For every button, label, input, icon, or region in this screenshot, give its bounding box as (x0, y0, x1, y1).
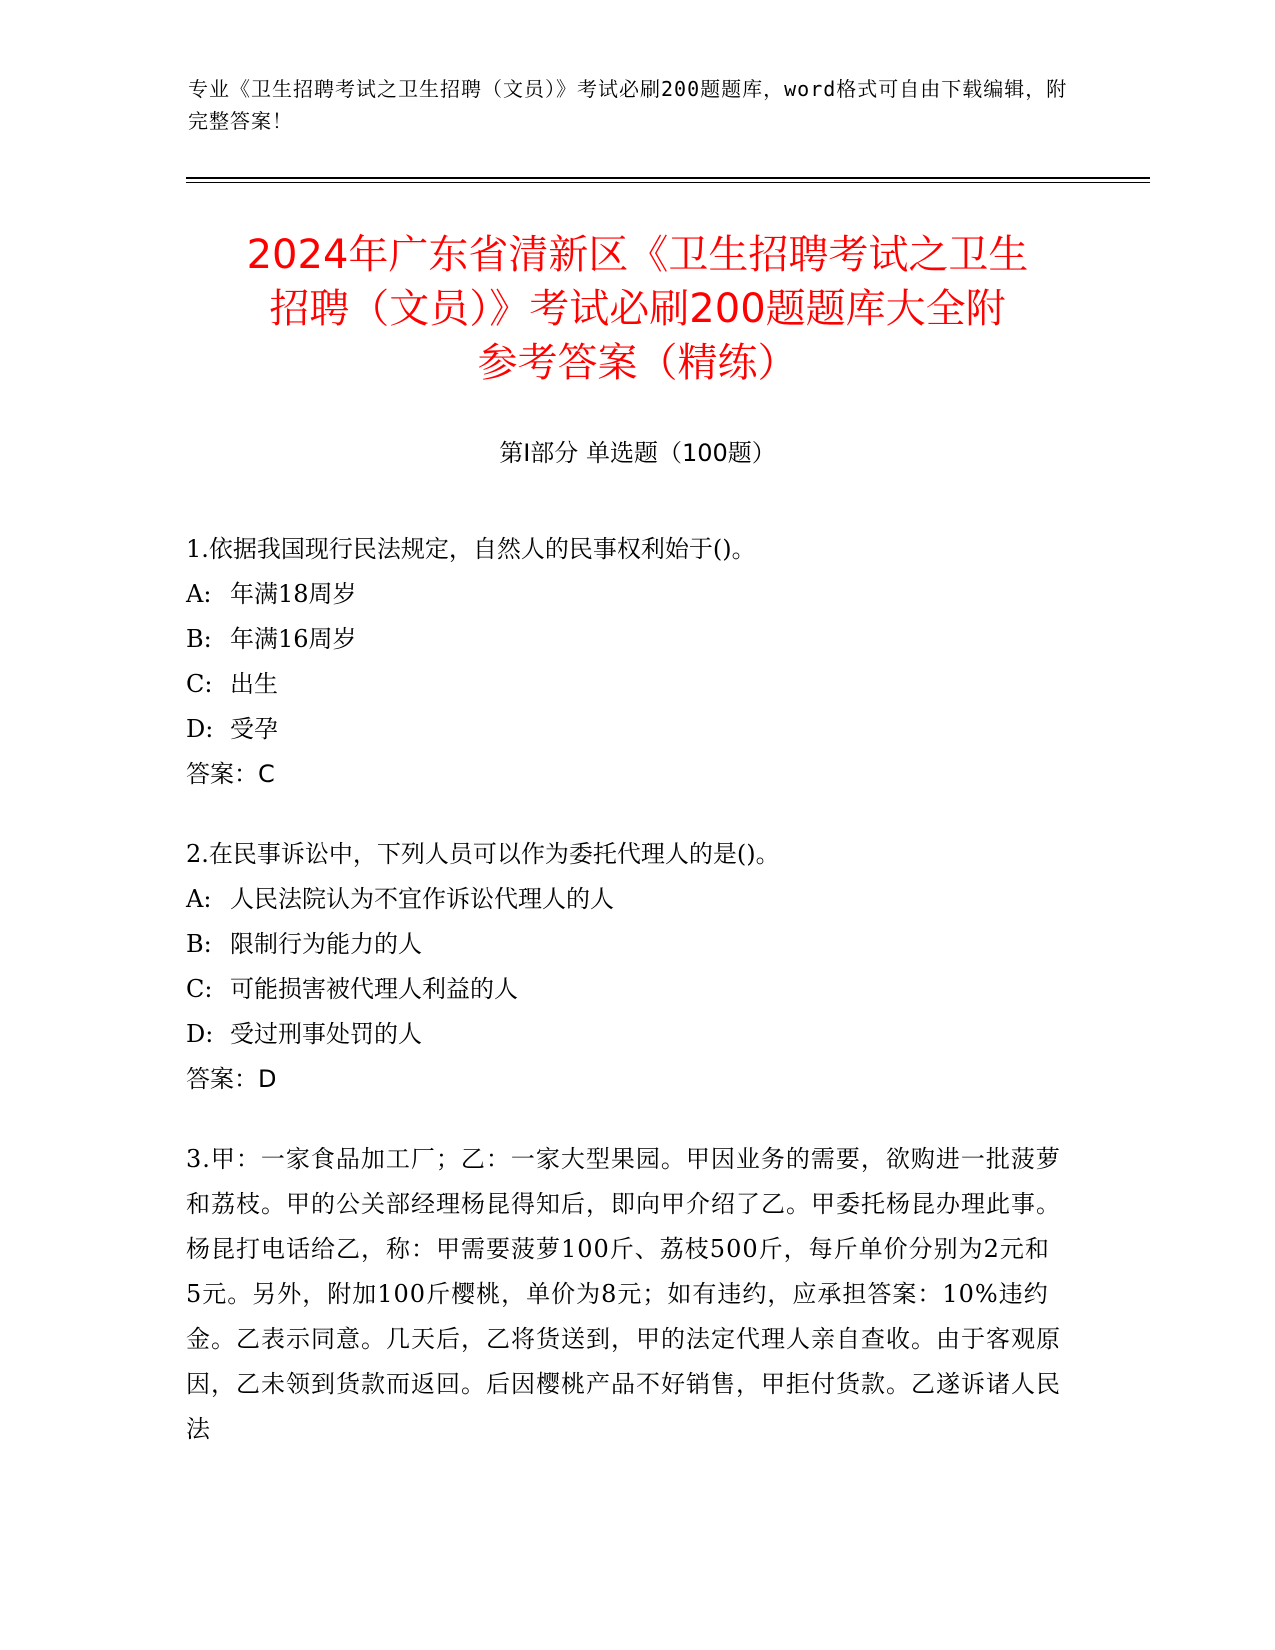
option-b (186, 617, 1066, 662)
question-1 (186, 527, 1066, 797)
option-text: 受过刑事处罚的人 (230, 1020, 422, 1048)
option-letter: B: (186, 625, 212, 653)
option-letter: B: (186, 930, 212, 958)
question-stem: 1.依据我国现行民法规定，自然人的民事权利始于()。 (186, 535, 756, 563)
question-stem: 2.在民事诉讼中，下列人员可以作为委托代理人的是()。 (186, 840, 780, 868)
section-title: 第Ⅰ部分 单选题（100题） (499, 439, 776, 467)
option-b (186, 922, 1066, 967)
option-letter: D: (186, 1020, 214, 1048)
header-rule-thick (186, 177, 1150, 179)
title-line-1: 2024年广东省清新区《卫生招聘考试之卫生 (246, 232, 1029, 278)
option-text: 出生 (230, 670, 278, 698)
option-text: 年满18周岁 (230, 580, 357, 608)
question-list (186, 527, 1066, 1487)
option-text: 受孕 (230, 715, 278, 743)
title-line-2: 招聘（文员）》考试必刷200题题库大全附 (269, 286, 1006, 332)
question-3 (186, 1137, 1066, 1452)
option-a (186, 877, 1066, 922)
option-text: 限制行为能力的人 (230, 930, 422, 958)
option-d (186, 707, 1066, 752)
answer: 答案：D (186, 1065, 277, 1093)
option-letter: C: (186, 670, 213, 698)
option-letter: D: (186, 715, 214, 743)
option-text: 可能损害被代理人利益的人 (230, 975, 518, 1003)
option-text: 年满16周岁 (230, 625, 357, 653)
option-d (186, 1012, 1066, 1057)
option-c (186, 967, 1066, 1012)
answer: 答案：C (186, 760, 275, 788)
question-2 (186, 832, 1066, 1102)
option-text: 人民法院认为不宜作诉讼代理人的人 (230, 885, 614, 913)
option-letter: A: (186, 580, 212, 608)
question-stem: 3.甲：一家食品加工厂；乙：一家大型果园。甲因业务的需要，欲购进一批菠萝和荔枝。甲的公关部经理杨昆得知后，即向甲介绍了乙。甲委托杨昆办理此事。杨昆打电话给乙，称：甲需要菠萝100斤、荔枝500斤，每斤单价分别为2元和5元。另外，附加100斤樱桃，单价为8元；如有违约，应承担答案：10%违约金。乙表示同意。几天后，乙将货送到，甲的法定代理人亲自查收。由于客观原因，乙未领到货款而返回。后因樱桃产品不好销售，甲拒付货款。乙遂诉诸人民法 (186, 1145, 1061, 1443)
option-a (186, 572, 1066, 617)
document-title (150, 228, 1125, 390)
header-note: 专业《卫生招聘考试之卫生招聘（文员）》考试必刷200题题库，word格式可自由下载编辑，附完整答案！ (188, 77, 1068, 133)
option-letter: A: (186, 885, 212, 913)
option-letter: C: (186, 975, 213, 1003)
option-c (186, 662, 1066, 707)
title-line-3: 参考答案（精练） (477, 340, 798, 386)
header-rule-thin (186, 182, 1150, 183)
